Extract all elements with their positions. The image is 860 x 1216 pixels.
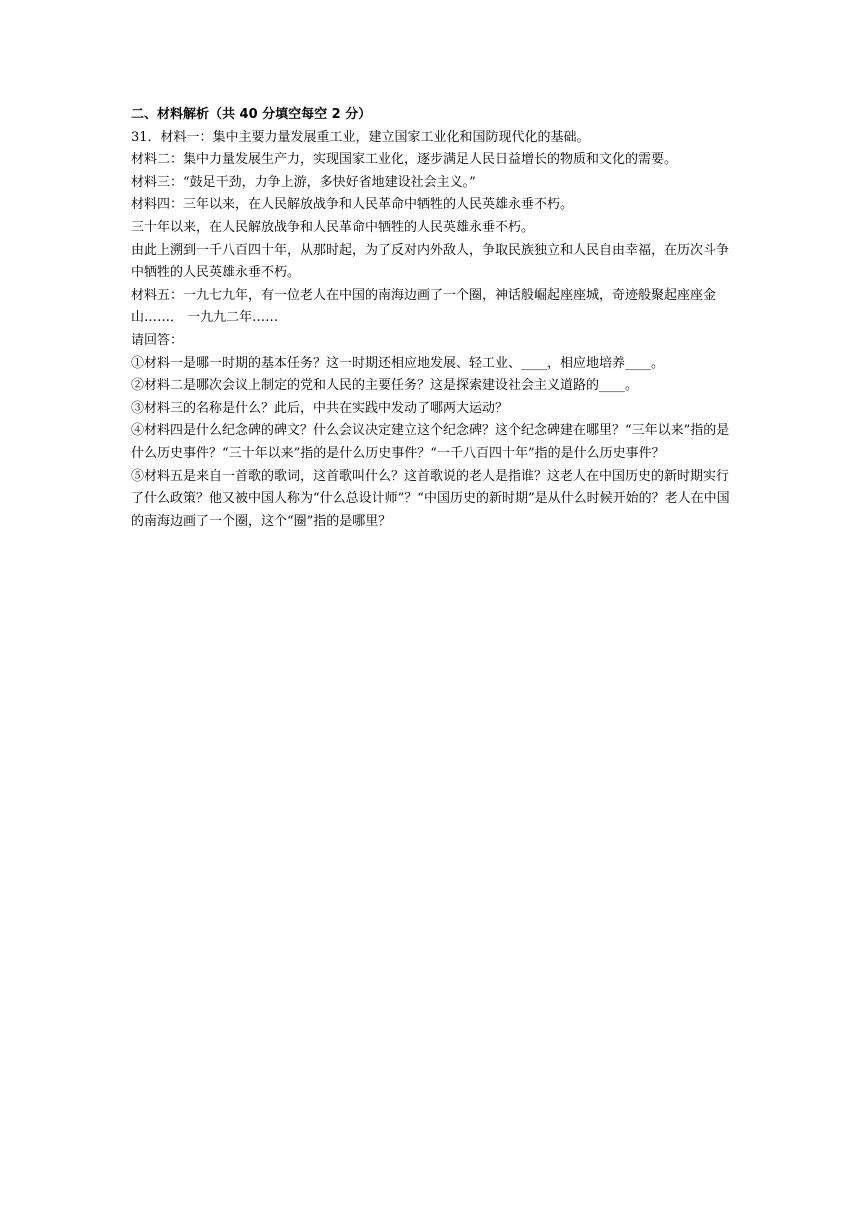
- sub-question-4: ④材料四是什么纪念碑的碑文？什么会议决定建立这个纪念碑？这个纪念碑建在哪里？“三年以来”指的是什么历史事件？“三十年以来”指的是什么历史事件？“一千八百四十年”指的是什么历史事件？: [131, 423, 730, 461]
- sub-question-2: ②材料二是哪次会议上制定的党和人民的主要任务？这是探索建设社会主义道路的____。: [131, 378, 639, 394]
- question-31-material-1: 31．材料一：集中主要力量发展重工业，建立国家工业化和国防现代化的基础。: [131, 129, 590, 145]
- sub-question-5: ⑤材料五是来自一首歌的歌词，这首歌叫什么？这首歌说的老人是指谁？这老人在中国历史的新时期实行了什么政策？他又被中国人称为“什么总设计师”？“中国历史的新时期”是从什么时候开始的？老人在中国的南海边画了一个圈，这个“圈”指的是哪里？: [131, 468, 730, 529]
- material-5: 材料五：一九七九年，有一位老人在中国的南海边画了一个圈，神话般崛起座座城，奇迹般聚起座座金山……． 一九九二年……: [131, 287, 717, 326]
- answer-prompt: 请回答：: [131, 332, 184, 348]
- document-body: [131, 104, 731, 533]
- material-4-line-2: 三十年以来，在人民解放战争和人民革命中牺牲的人民英雄永垂不朽。: [131, 219, 535, 235]
- material-4-line-1: 材料四：三年以来，在人民解放战争和人民革命中牺牲的人民英雄永垂不朽。: [131, 197, 574, 213]
- material-4-line-3: 由此上溯到一千八百四十年，从那时起，为了反对内外敌人，争取民族独立和人民自由幸福，在历次斗争中牺牲的人民英雄永垂不朽。: [131, 242, 730, 281]
- sub-question-1: ①材料一是哪一时期的基本任务？这一时期还相应地发展、轻工业、____，相应地培养____。: [131, 355, 665, 371]
- sub-question-3: ③材料三的名称是什么？此后，中共在实践中发动了哪两大运动？: [131, 400, 509, 416]
- material-2: 材料二：集中力量发展生产力，实现国家工业化，逐步满足人民日益增长的物质和文化的需要。: [131, 152, 678, 168]
- section-heading: 二、材料解析（共 40 分填空每空 2 分）: [131, 107, 372, 122]
- material-3: 材料三：“鼓足干劲，力争上游，多快好省地建设社会主义。”: [131, 174, 476, 190]
